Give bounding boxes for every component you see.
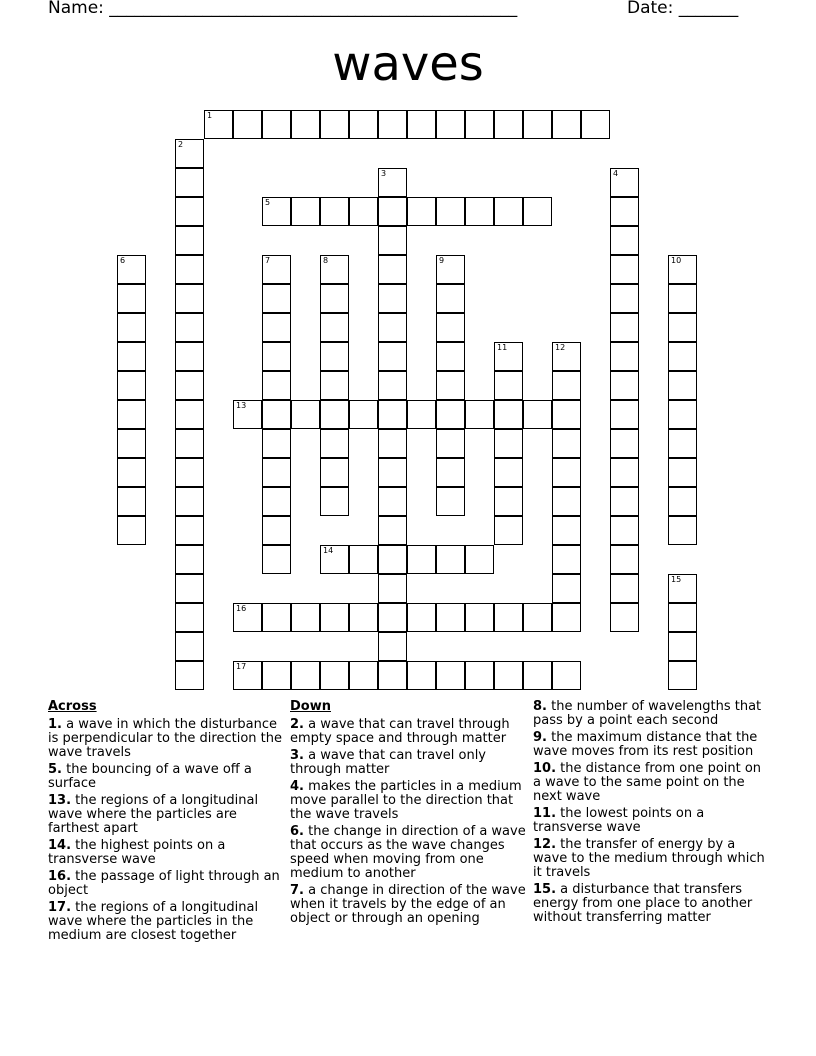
grid-cell[interactable] xyxy=(233,603,262,632)
grid-cell[interactable] xyxy=(175,632,204,661)
down-clues-continued xyxy=(533,700,773,928)
grid-cell[interactable] xyxy=(378,458,407,487)
grid-cell[interactable] xyxy=(117,487,146,516)
grid-cell[interactable] xyxy=(320,284,349,313)
grid-cell[interactable] xyxy=(378,429,407,458)
grid-cell[interactable] xyxy=(175,661,204,690)
grid-cell[interactable] xyxy=(233,661,262,690)
grid-cell[interactable] xyxy=(378,603,407,632)
grid-cell[interactable] xyxy=(117,371,146,400)
grid-cell[interactable] xyxy=(349,110,378,139)
grid-cell[interactable] xyxy=(320,400,349,429)
clue-number: 4 xyxy=(613,169,619,178)
grid-cell[interactable] xyxy=(552,342,581,371)
name-field-label: Name: ________________________________________________ xyxy=(48,0,518,18)
grid-cell[interactable] xyxy=(610,197,639,226)
grid-cell[interactable] xyxy=(320,603,349,632)
grid-cell[interactable] xyxy=(262,458,291,487)
grid-cell[interactable] xyxy=(494,197,523,226)
grid-cell[interactable] xyxy=(233,400,262,429)
grid-cell[interactable] xyxy=(668,487,697,516)
grid-cell[interactable] xyxy=(262,110,291,139)
grid-cell[interactable] xyxy=(378,661,407,690)
grid-cell[interactable] xyxy=(262,661,291,690)
grid-cell[interactable] xyxy=(610,429,639,458)
grid-cell[interactable] xyxy=(523,603,552,632)
grid-cell[interactable] xyxy=(668,516,697,545)
grid-cell[interactable] xyxy=(378,110,407,139)
grid-cell[interactable] xyxy=(378,371,407,400)
grid-cell[interactable] xyxy=(407,400,436,429)
clue-number: 3 xyxy=(381,169,387,178)
grid-cell[interactable] xyxy=(610,603,639,632)
grid-cell[interactable] xyxy=(262,313,291,342)
grid-cell[interactable] xyxy=(668,574,697,603)
clue-number: 8 xyxy=(323,256,329,265)
grid-cell[interactable] xyxy=(349,197,378,226)
grid-cell[interactable] xyxy=(378,545,407,574)
clue-across-17: 17. the regions of a longitudinal wave where the particles in the medium are closest together xyxy=(48,900,259,943)
grid-cell[interactable] xyxy=(552,400,581,429)
grid-cell[interactable] xyxy=(668,400,697,429)
grid-cell[interactable] xyxy=(552,429,581,458)
grid-cell[interactable] xyxy=(378,255,407,284)
grid-cell[interactable] xyxy=(378,632,407,661)
grid-cell[interactable] xyxy=(349,603,378,632)
grid-cell[interactable] xyxy=(436,197,465,226)
grid-cell[interactable] xyxy=(320,313,349,342)
clue-down-15: 15. a disturbance that transfers energy from one place to another without transferring matter xyxy=(533,882,753,925)
grid-cell[interactable] xyxy=(610,226,639,255)
grid-cell[interactable] xyxy=(291,661,320,690)
grid-cell[interactable] xyxy=(523,197,552,226)
grid-cell[interactable] xyxy=(610,342,639,371)
clue-number: 11 xyxy=(497,343,508,352)
grid-cell[interactable] xyxy=(320,342,349,371)
grid-cell[interactable] xyxy=(262,371,291,400)
clue-number: 17 xyxy=(236,662,247,671)
clue-number: 2 xyxy=(178,140,184,149)
grid-cell[interactable] xyxy=(552,545,581,574)
grid-cell[interactable] xyxy=(668,429,697,458)
grid-cell[interactable] xyxy=(291,197,320,226)
grid-cell[interactable] xyxy=(668,632,697,661)
grid-cell[interactable] xyxy=(552,661,581,690)
clue-number: 16 xyxy=(236,604,247,613)
grid-cell[interactable] xyxy=(610,487,639,516)
grid-cell[interactable] xyxy=(233,110,262,139)
grid-cell[interactable] xyxy=(262,400,291,429)
grid-cell[interactable] xyxy=(523,110,552,139)
grid-cell[interactable] xyxy=(175,487,204,516)
grid-cell[interactable] xyxy=(378,226,407,255)
grid-cell[interactable] xyxy=(262,545,291,574)
grid-cell[interactable] xyxy=(610,371,639,400)
grid-cell[interactable] xyxy=(610,516,639,545)
clue-down-12: 12. the transfer of energy by a wave to the medium through which it travels xyxy=(533,837,765,880)
grid-cell[interactable] xyxy=(552,458,581,487)
grid-cell[interactable] xyxy=(436,487,465,516)
grid-cell[interactable] xyxy=(175,429,204,458)
grid-cell[interactable] xyxy=(552,516,581,545)
grid-cell[interactable] xyxy=(436,342,465,371)
grid-cell[interactable] xyxy=(175,197,204,226)
grid-cell[interactable] xyxy=(378,574,407,603)
grid-cell[interactable] xyxy=(610,168,639,197)
grid-cell[interactable] xyxy=(436,371,465,400)
grid-cell[interactable] xyxy=(494,661,523,690)
clue-number: 5 xyxy=(265,198,271,207)
grid-cell[interactable] xyxy=(494,487,523,516)
grid-cell[interactable] xyxy=(175,226,204,255)
grid-cell[interactable] xyxy=(291,110,320,139)
grid-cell[interactable] xyxy=(175,168,204,197)
grid-cell[interactable] xyxy=(378,313,407,342)
grid-cell[interactable] xyxy=(436,429,465,458)
clue-across-5: 5. the bouncing of a wave off a surface xyxy=(48,762,252,791)
grid-cell[interactable] xyxy=(349,661,378,690)
grid-cell[interactable] xyxy=(610,574,639,603)
grid-cell[interactable] xyxy=(494,458,523,487)
grid-cell[interactable] xyxy=(349,545,378,574)
grid-cell[interactable] xyxy=(320,545,349,574)
grid-cell[interactable] xyxy=(175,545,204,574)
clue-number: 9 xyxy=(439,256,445,265)
grid-cell[interactable] xyxy=(494,110,523,139)
grid-cell[interactable] xyxy=(407,545,436,574)
grid-cell[interactable] xyxy=(262,284,291,313)
grid-cell[interactable] xyxy=(407,197,436,226)
clue-number: 15 xyxy=(671,575,682,584)
grid-cell[interactable] xyxy=(436,458,465,487)
grid-cell[interactable] xyxy=(494,516,523,545)
grid-cell[interactable] xyxy=(320,487,349,516)
clue-across-16: 16. the passage of light through an object xyxy=(48,869,280,898)
grid-cell[interactable] xyxy=(668,371,697,400)
grid-cell[interactable] xyxy=(117,400,146,429)
grid-cell[interactable] xyxy=(175,603,204,632)
grid-cell[interactable] xyxy=(175,313,204,342)
grid-cell[interactable] xyxy=(494,371,523,400)
grid-cell[interactable] xyxy=(262,516,291,545)
grid-cell[interactable] xyxy=(175,400,204,429)
grid-cell[interactable] xyxy=(262,342,291,371)
clue-number: 10 xyxy=(671,256,682,265)
grid-cell[interactable] xyxy=(407,603,436,632)
grid-cell[interactable] xyxy=(407,661,436,690)
clue-number: 14 xyxy=(323,546,334,555)
grid-cell[interactable] xyxy=(175,458,204,487)
grid-cell[interactable] xyxy=(175,371,204,400)
grid-cell[interactable] xyxy=(262,429,291,458)
across-heading: Across xyxy=(48,699,97,714)
grid-cell[interactable] xyxy=(436,661,465,690)
grid-cell[interactable] xyxy=(465,545,494,574)
grid-cell[interactable] xyxy=(320,371,349,400)
grid-cell[interactable] xyxy=(378,284,407,313)
grid-cell[interactable] xyxy=(494,342,523,371)
grid-cell[interactable] xyxy=(668,255,697,284)
grid-cell[interactable] xyxy=(378,168,407,197)
grid-cell[interactable] xyxy=(552,110,581,139)
grid-cell[interactable] xyxy=(465,603,494,632)
grid-cell[interactable] xyxy=(436,284,465,313)
clue-down-7: 7. a change in direction of the wave when it travels by the edge of an object or through an opening xyxy=(290,883,526,926)
clue-across-1: 1. a wave in which the disturbance is perpendicular to the direction the wave travels xyxy=(48,717,282,760)
grid-cell[interactable] xyxy=(552,603,581,632)
grid-cell[interactable] xyxy=(610,313,639,342)
grid-cell[interactable] xyxy=(494,429,523,458)
down-heading: Down xyxy=(290,699,331,714)
grid-cell[interactable] xyxy=(262,197,291,226)
across-clues xyxy=(48,700,284,946)
grid-cell[interactable] xyxy=(668,661,697,690)
grid-cell[interactable] xyxy=(117,255,146,284)
clue-down-4: 4. makes the particles in a medium move parallel to the direction that the wave travels xyxy=(290,779,522,822)
grid-cell[interactable] xyxy=(610,400,639,429)
grid-cell[interactable] xyxy=(494,400,523,429)
grid-cell[interactable] xyxy=(262,487,291,516)
grid-cell[interactable] xyxy=(378,516,407,545)
grid-cell[interactable] xyxy=(291,400,320,429)
grid-cell[interactable] xyxy=(349,400,378,429)
clue-number: 12 xyxy=(555,343,566,352)
grid-cell[interactable] xyxy=(523,661,552,690)
grid-cell[interactable] xyxy=(610,284,639,313)
grid-cell[interactable] xyxy=(407,110,436,139)
clue-down-8: 8. the number of wavelengths that pass by a point each second xyxy=(533,699,762,728)
grid-cell[interactable] xyxy=(320,661,349,690)
clue-number: 1 xyxy=(207,111,213,120)
grid-cell[interactable] xyxy=(320,458,349,487)
grid-cell[interactable] xyxy=(117,342,146,371)
grid-cell[interactable] xyxy=(465,400,494,429)
grid-cell[interactable] xyxy=(494,603,523,632)
grid-cell[interactable] xyxy=(175,574,204,603)
grid-cell[interactable] xyxy=(117,429,146,458)
grid-cell[interactable] xyxy=(320,197,349,226)
clue-down-6: 6. the change in direction of a wave that occurs as the wave changes speed when moving from one medium to another xyxy=(290,824,526,881)
clue-number: 7 xyxy=(265,256,271,265)
grid-cell[interactable] xyxy=(175,342,204,371)
grid-cell[interactable] xyxy=(552,574,581,603)
grid-cell[interactable] xyxy=(436,110,465,139)
grid-cell[interactable] xyxy=(436,313,465,342)
clue-down-2: 2. a wave that can travel through empty space and through matter xyxy=(290,717,510,746)
grid-cell[interactable] xyxy=(668,603,697,632)
clue-number: 13 xyxy=(236,401,247,410)
clue-down-3: 3. a wave that can travel only through matter xyxy=(290,748,487,777)
clue-down-9: 9. the maximum distance that the wave moves from its rest position xyxy=(533,730,758,759)
grid-cell[interactable] xyxy=(117,284,146,313)
page-title: waves xyxy=(332,36,484,92)
grid-cell[interactable] xyxy=(465,197,494,226)
grid-cell[interactable] xyxy=(117,516,146,545)
grid-cell[interactable] xyxy=(378,487,407,516)
grid-cell[interactable] xyxy=(117,458,146,487)
grid-cell[interactable] xyxy=(610,458,639,487)
grid-cell[interactable] xyxy=(436,400,465,429)
grid-cell[interactable] xyxy=(465,110,494,139)
grid-cell[interactable] xyxy=(117,313,146,342)
grid-cell[interactable] xyxy=(175,139,204,168)
grid-cell[interactable] xyxy=(668,342,697,371)
clue-across-14: 14. the highest points on a transverse wave xyxy=(48,838,226,867)
grid-cell[interactable] xyxy=(668,458,697,487)
grid-cell[interactable] xyxy=(262,255,291,284)
date-field-label: Date: _______ xyxy=(627,0,739,18)
clue-across-13: 13. the regions of a longitudinal wave where the particles are farthest apart xyxy=(48,793,259,836)
clue-down-10: 10. the distance from one point on a wave to the same point on the next wave xyxy=(533,761,762,804)
grid-cell[interactable] xyxy=(465,661,494,690)
grid-cell[interactable] xyxy=(610,545,639,574)
grid-cell[interactable] xyxy=(668,284,697,313)
grid-cell[interactable] xyxy=(378,342,407,371)
grid-cell[interactable] xyxy=(581,110,610,139)
grid-cell[interactable] xyxy=(552,487,581,516)
clue-down-11: 11. the lowest points on a transverse wave xyxy=(533,806,705,835)
grid-cell[interactable] xyxy=(320,255,349,284)
grid-cell[interactable] xyxy=(175,516,204,545)
grid-cell[interactable] xyxy=(523,400,552,429)
grid-cell[interactable] xyxy=(262,603,291,632)
clue-number: 6 xyxy=(120,256,126,265)
grid-cell[interactable] xyxy=(436,255,465,284)
grid-cell[interactable] xyxy=(175,284,204,313)
grid-cell[interactable] xyxy=(552,371,581,400)
grid-cell[interactable] xyxy=(610,255,639,284)
grid-cell[interactable] xyxy=(204,110,233,139)
grid-cell[interactable] xyxy=(291,603,320,632)
down-clues xyxy=(290,700,526,929)
grid-cell[interactable] xyxy=(436,603,465,632)
grid-cell[interactable] xyxy=(175,255,204,284)
grid-cell[interactable] xyxy=(320,110,349,139)
grid-cell[interactable] xyxy=(320,429,349,458)
grid-cell[interactable] xyxy=(378,197,407,226)
grid-cell[interactable] xyxy=(436,545,465,574)
grid-cell[interactable] xyxy=(378,400,407,429)
grid-cell[interactable] xyxy=(668,313,697,342)
